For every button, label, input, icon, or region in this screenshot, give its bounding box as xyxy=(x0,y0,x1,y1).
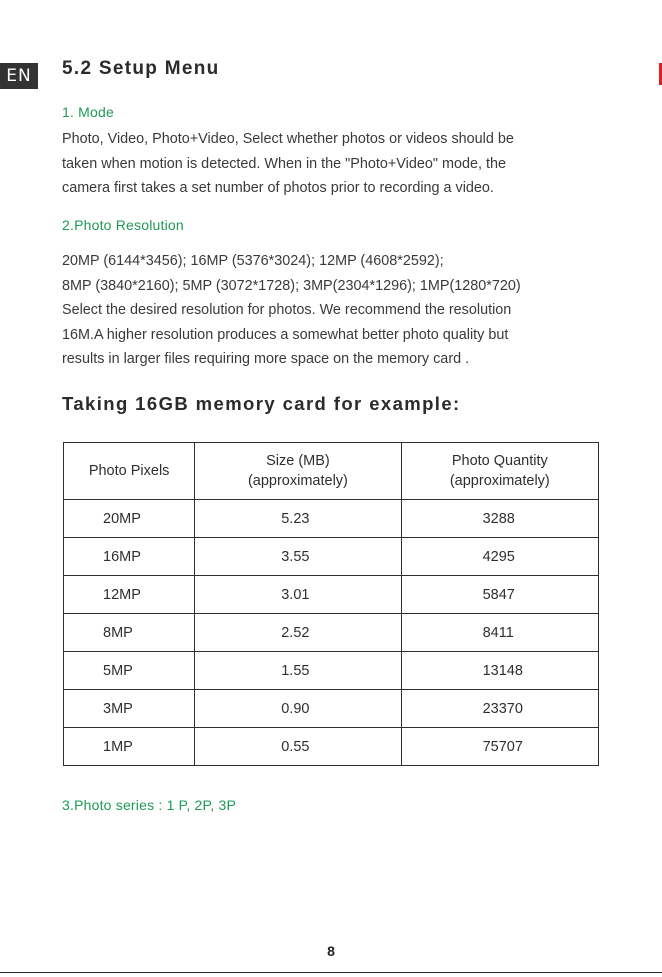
table-row xyxy=(64,690,599,728)
table-row xyxy=(64,576,599,614)
paragraph-line: results in larger files requiring more space on the memory card . xyxy=(62,351,470,367)
table-row xyxy=(64,728,599,766)
cell-quantity: 75707 xyxy=(401,728,598,766)
cell-quantity: 23370 xyxy=(401,690,598,728)
table-row xyxy=(64,538,599,576)
paragraph-line: camera first takes a set number of photos prior to recording a video. xyxy=(62,180,494,196)
cell-size: 2.52 xyxy=(195,614,401,652)
cell-size: 1.55 xyxy=(195,652,401,690)
photo-capacity-table xyxy=(63,442,599,766)
cell-quantity: 5847 xyxy=(401,576,598,614)
header-photo-quantity xyxy=(401,443,598,500)
paragraph-line: 20MP (6144*3456); 16MP (5376*3024); 12MP (4608*2592); xyxy=(62,253,444,269)
table-row xyxy=(64,500,599,538)
cell-photo-pixels: 1MP xyxy=(64,728,195,766)
cell-size: 3.01 xyxy=(195,576,401,614)
page-bottom-rule xyxy=(0,972,662,973)
header-sublabel: (approximately) xyxy=(449,473,550,489)
header-photo-pixels xyxy=(64,443,195,500)
photo-series-heading: 3.Photo series : 1 P, 2P, 3P xyxy=(62,797,236,813)
cell-photo-pixels: 12MP xyxy=(64,576,195,614)
cell-photo-pixels: 5MP xyxy=(64,652,195,690)
paragraph-line: Select the desired resolution for photos. We recommend the resolution xyxy=(62,302,512,318)
table-row xyxy=(64,652,599,690)
cell-size: 5.23 xyxy=(195,500,401,538)
cell-photo-pixels: 16MP xyxy=(64,538,195,576)
header-size xyxy=(195,443,401,500)
header-label: Photo Quantity xyxy=(451,453,548,469)
cell-quantity: 3288 xyxy=(401,500,598,538)
paragraph-line: 16M.A higher resolution produces a somewhat better photo quality but xyxy=(62,326,509,343)
cell-size: 0.90 xyxy=(195,690,401,728)
cell-size: 3.55 xyxy=(195,538,401,576)
example-title: Taking 16GB memory card for example: xyxy=(62,393,461,414)
mode-description xyxy=(62,127,607,201)
header-sublabel: (approximately) xyxy=(247,473,348,489)
cell-photo-pixels: 8MP xyxy=(64,614,195,652)
paragraph-line: taken when motion is detected. When in the "Photo+Video" mode, the xyxy=(62,155,506,172)
header-label: Size (MB) xyxy=(266,453,330,469)
photo-resolution-heading: 2.Photo Resolution xyxy=(62,217,184,233)
header-label: Photo Pixels xyxy=(88,463,170,479)
cell-size: 0.55 xyxy=(195,728,401,766)
paragraph-line: 8MP (3840*2160); 5MP (3072*1728); 3MP(2304*1296); 1MP(1280*720) xyxy=(62,277,521,294)
cell-quantity: 8411 xyxy=(401,614,598,652)
mode-heading: 1. Mode xyxy=(62,104,114,120)
cell-quantity: 4295 xyxy=(401,538,598,576)
language-tab: EN xyxy=(0,63,38,89)
table-header-row xyxy=(64,443,599,500)
section-title: 5.2 Setup Menu xyxy=(62,58,220,79)
paragraph-line: Photo, Video, Photo+Video, Select whether photos or videos should be xyxy=(62,131,514,147)
cell-photo-pixels: 20MP xyxy=(64,500,195,538)
cell-quantity: 13148 xyxy=(401,652,598,690)
cell-photo-pixels: 3MP xyxy=(64,690,195,728)
page-number: 8 xyxy=(327,943,335,959)
photo-resolution-description xyxy=(62,249,607,372)
table-row xyxy=(64,614,599,652)
